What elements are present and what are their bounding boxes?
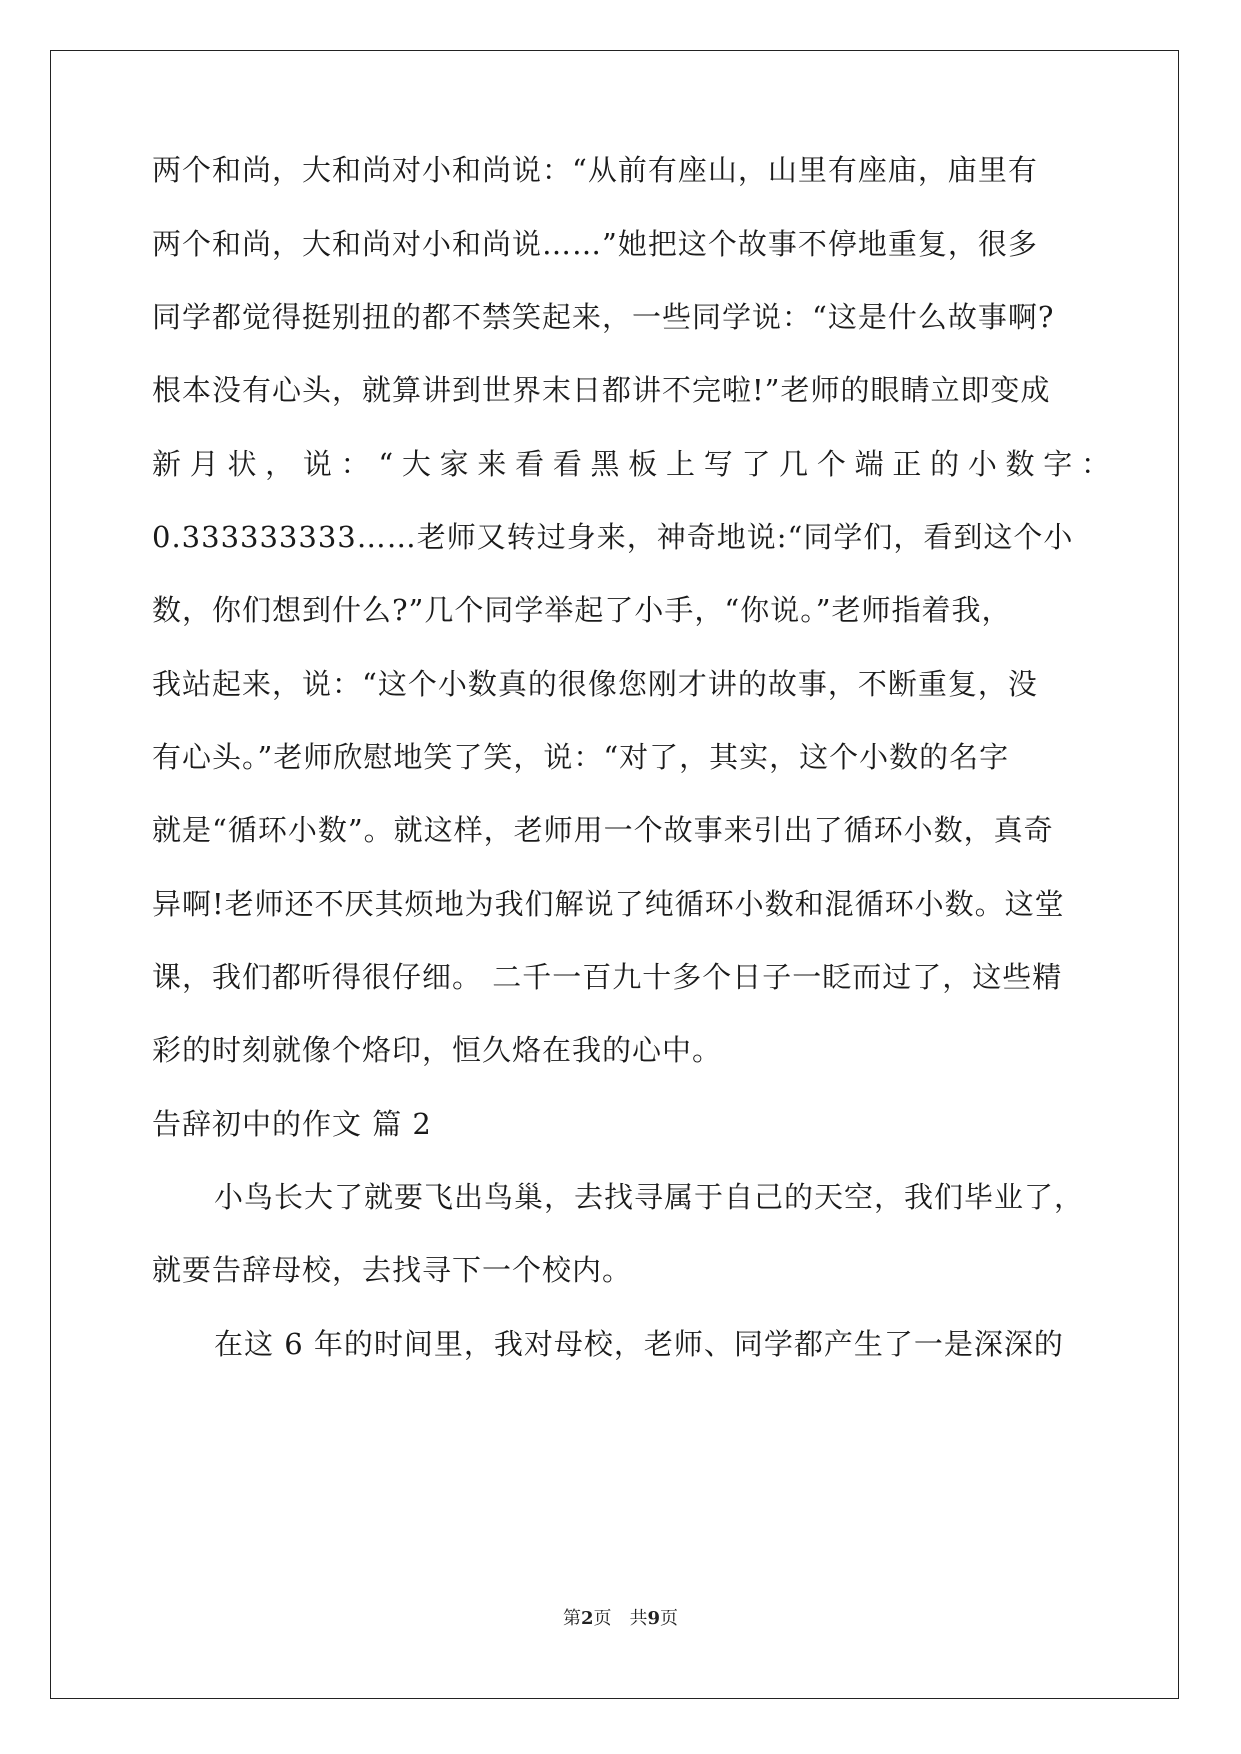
text-line: 0.333333333……老师又转过身来，神奇地说:“同学们，看到这个小	[152, 520, 1074, 554]
total-unit: 页	[660, 1608, 679, 1629]
text-line: 我站起来，说：“这个小数真的很像您刚才讲的故事，不断重复，没	[152, 667, 1038, 701]
text-line: 彩的时刻就像个烙印，恒久烙在我的心中。	[152, 1033, 723, 1067]
total-page-number: 9	[647, 1608, 661, 1629]
text-line: 两个和尚，大和尚对小和尚说：“从前有座山，山里有座庙，庙里有	[152, 153, 1038, 187]
total-prefix: 共	[629, 1608, 648, 1629]
current-page-number: 2	[580, 1608, 594, 1629]
paragraph-3-line: 在这 6 年的时间里，我对母校，老师、同学都产生了一是深深的	[214, 1327, 1064, 1361]
text-line: 根本没有心头，就算讲到世界末日都讲不完啦!”老师的眼睛立即变成	[152, 373, 1051, 407]
text-line: 有心头。”老师欣慰地笑了笑，说：“对了，其实，这个小数的名字	[152, 740, 1010, 774]
text-line: 同学都觉得挺别扭的都不禁笑起来，一些同学说：“这是什么故事啊?	[152, 300, 1055, 334]
page-unit: 页	[593, 1608, 612, 1629]
text-line: 异啊!老师还不厌其烦地为我们解说了纯循环小数和混循环小数。这堂	[152, 887, 1065, 921]
paragraph-2-line: 就要告辞母校，去找寻下一个校内。	[152, 1253, 633, 1287]
section-title: 告辞初中的作文 篇 2	[152, 1107, 432, 1141]
paragraph-2-line: 小鸟长大了就要飞出鸟巢，去找寻属于自己的天空，我们毕业了，	[214, 1180, 1085, 1214]
text-line: 两个和尚，大和尚对小和尚说……”她把这个故事不停地重复，很多	[152, 227, 1038, 261]
page-border	[50, 50, 1179, 1699]
text-line: 数，你们想到什么?”几个同学举起了小手，“你说。”老师指着我，	[152, 593, 1012, 627]
text-line: 就是“循环小数”。就这样，老师用一个故事来引出了循环小数，真奇	[152, 813, 1054, 847]
text-line: 新月状，说：“大家来看看黑板上写了几个端正的小数字：	[152, 447, 1110, 481]
page-footer	[0, 1608, 1241, 1630]
text-line: 课，我们都听得很仔细。 二千一百九十多个日子一眨而过了，这些精	[152, 960, 1063, 994]
page-prefix: 第	[562, 1608, 581, 1629]
